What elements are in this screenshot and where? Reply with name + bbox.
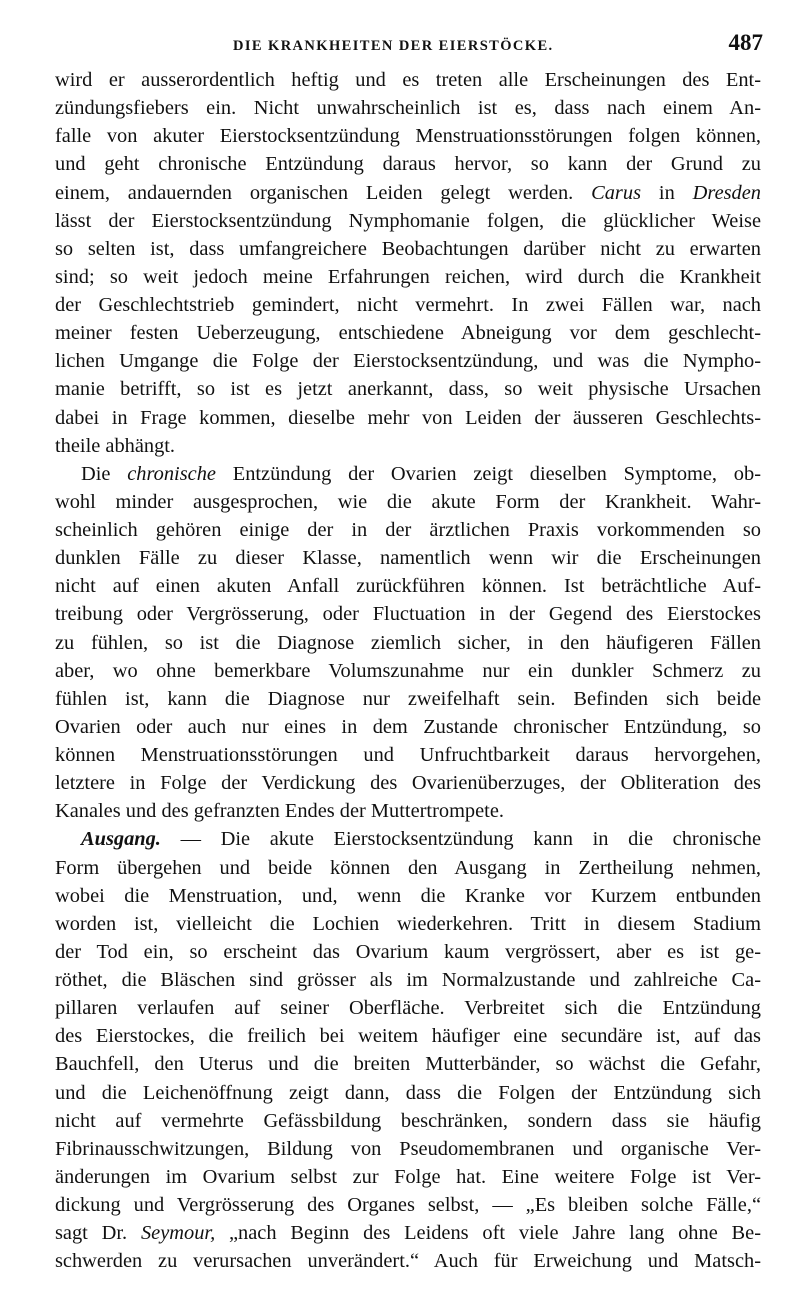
text-line: Fibrinausschwitzungen, Bildung von Pseudomembranen und organische Ver- bbox=[55, 1137, 761, 1160]
author-name: Seymour, bbox=[140, 1222, 216, 1245]
text-line bbox=[55, 460, 761, 488]
text-line: so selten ist, dass umfangreichere Beobachtungen darüber nicht zu erwarten bbox=[55, 237, 761, 260]
text-line: dickung und Vergrösserung des Organes selbst, — „Es bleiben solche Fälle,“ bbox=[55, 1194, 761, 1216]
text-run: „nach Beginn des Leidens oft viele Jahre lang ohne Be- bbox=[215, 1222, 762, 1245]
text-line: treibung oder Vergrösserung, oder Fluctuation in der Gegend des Eierstockes bbox=[55, 603, 761, 626]
text-run: Die bbox=[81, 462, 128, 485]
text-line: aber, wo ohne bemerkbare Volumszunahme nur ein dunkler Schmerz zu bbox=[55, 659, 761, 682]
text-line: änderungen im Ovarium selbst zur Folge hat. Eine weitere Folge ist Ver- bbox=[55, 1165, 761, 1188]
text-line: wird er ausserordentlich heftig und es treten alle Erscheinungen des Ent- bbox=[55, 69, 761, 91]
text-run: — Die akute Eierstocksentzündung kann in die chronische bbox=[160, 828, 761, 851]
body-text bbox=[55, 66, 761, 1275]
text-line: theile abhängt. bbox=[55, 434, 176, 457]
text-line: falle von akuter Eierstocksentzündung Menstruationsstörungen folgen können, bbox=[55, 125, 761, 148]
text-line: zündungsfiebers ein. Nicht unwahrscheinlich ist es, dass nach einem An- bbox=[55, 97, 761, 120]
text-line bbox=[55, 825, 761, 853]
text-run: in bbox=[641, 181, 693, 204]
author-name: Carus bbox=[591, 181, 642, 204]
running-head: DIE KRANKHEITEN DER EIERSTÖCKE. bbox=[233, 38, 554, 54]
text-line: dabei in Frage kommen, dieselbe mehr von Leiden der äusseren Geschlechts- bbox=[55, 406, 761, 429]
text-run: einem, andauernden organischen Leiden gelegt werden. bbox=[55, 181, 592, 204]
text-line: des Eierstockes, die freilich bei weitem häufiger eine secundäre ist, auf das bbox=[55, 1025, 761, 1048]
text-line: Form übergehen und beide können den Ausgang in Zertheilung nehmen, bbox=[55, 856, 761, 879]
text-line: Bauchfell, den Uterus und die breiten Mutterbänder, so wächst die Gefahr, bbox=[55, 1053, 761, 1076]
text-line: Ovarien oder auch nur eines in dem Zustande chronischer Entzündung, so bbox=[55, 715, 761, 738]
text-line: schwerden zu verursachen unverändert.“ Auch für Erweichung und Matsch- bbox=[55, 1250, 761, 1273]
section-heading: Ausgang. bbox=[81, 828, 161, 851]
text-line: meiner festen Ueberzeugung, entschiedene Abneigung vor dem geschlecht- bbox=[55, 322, 761, 345]
text-line: können Menstruationsstörungen und Unfruchtbarkeit daraus hervorgehen, bbox=[55, 744, 761, 766]
text-line: dunklen Fälle zu dieser Klasse, namentlich wenn wir die Erscheinungen bbox=[55, 547, 761, 570]
text-line: wohl minder ausgesprochen, wie die akute Form der Krankheit. Wahr- bbox=[55, 490, 761, 513]
text-run: sagt Dr. bbox=[55, 1222, 141, 1245]
text-line: nicht auf vermehrte Gefässbildung beschränken, sondern dass sie häufig bbox=[55, 1109, 761, 1132]
text-line: und die Leichenöffnung zeigt dann, dass die Folgen der Entzündung sich bbox=[55, 1081, 761, 1104]
text-line: pillaren verlaufen auf seiner Oberfläche. Verbreitet sich die Entzündung bbox=[55, 997, 761, 1020]
page-header bbox=[0, 30, 801, 62]
text-line: der Tod ein, so erscheint das Ovarium kaum vergrössert, aber es ist ge- bbox=[55, 940, 761, 963]
place-name: Dresden bbox=[692, 181, 762, 204]
text-line: fühlen ist, kann die Diagnose nur zweifelhaft sein. Befinden sich beide bbox=[55, 687, 761, 710]
text-line: lichen Umgange die Folge der Eierstocksentzündung, und was die Nympho- bbox=[55, 350, 761, 373]
text-line bbox=[55, 179, 761, 207]
text-line: zu fühlen, so ist die Diagnose ziemlich sicher, in den häufigeren Fällen bbox=[55, 631, 761, 654]
text-line: und geht chronische Entzündung daraus hervor, so kann der Grund zu bbox=[55, 153, 761, 176]
text-line: wobei die Menstruation, und, wenn die Kranke vor Kurzem entbunden bbox=[55, 884, 761, 907]
text-line: worden ist, vielleicht die Lochien wiederkehren. Tritt in diesem Stadium bbox=[55, 912, 761, 935]
text-line: nicht auf einen akuten Anfall zurückführen können. Ist beträchtliche Auf- bbox=[55, 575, 761, 598]
text-line: sind; so weit jedoch meine Erfahrungen reichen, wird durch die Krankheit bbox=[55, 265, 761, 288]
text-line: manie betrifft, so ist es jetzt anerkannt, dass, so weit physische Ursachen bbox=[55, 378, 761, 401]
emphasis: chronische bbox=[127, 462, 216, 485]
text-line: letztere in Folge der Verdickung des Ovarienüberzuges, der Obliteration des bbox=[55, 772, 761, 795]
text-run: Entzündung der Ovarien zeigt dieselben Symptome, ob- bbox=[215, 462, 761, 485]
text-line: lässt der Eierstocksentzündung Nymphomanie folgen, die glücklicher Weise bbox=[55, 209, 761, 232]
text-line: scheinlich gehören einige der in der ärztlichen Praxis vorkommenden so bbox=[55, 519, 761, 541]
page-number: 487 bbox=[728, 30, 763, 55]
text-line: Kanales und des gefranzten Endes der Muttertrompete. bbox=[55, 800, 504, 823]
text-line: der Geschlechtstrieb gemindert, nicht vermehrt. In zwei Fällen war, nach bbox=[55, 294, 761, 316]
text-line bbox=[55, 1219, 761, 1247]
text-line: röthet, die Bläschen sind grösser als im Normalzustande und zahlreiche Ca- bbox=[55, 969, 761, 991]
